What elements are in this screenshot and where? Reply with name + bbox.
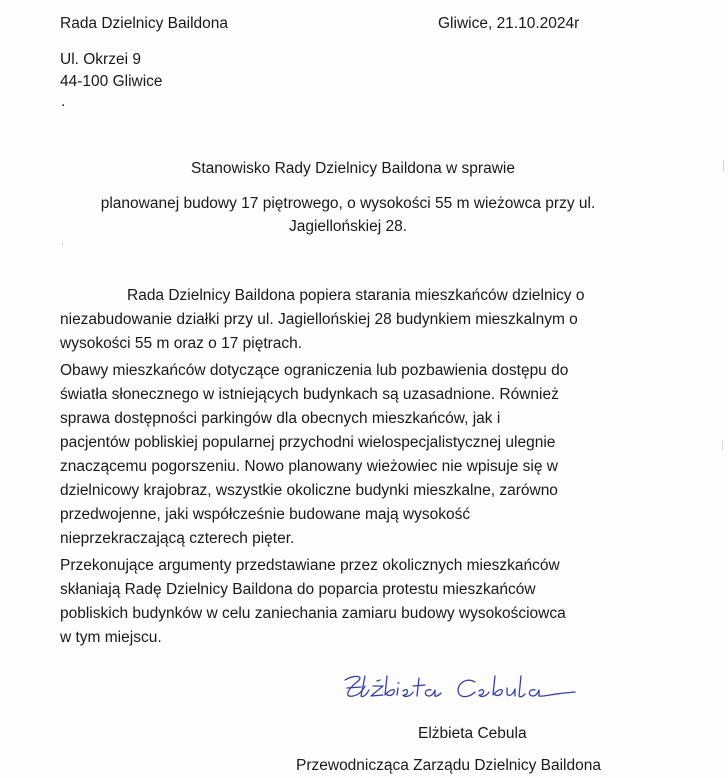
scan-edge-mark — [722, 440, 723, 450]
paragraph-line: sprawa dostępności parkingów dla obecnych mieszkańców, jak i — [60, 410, 501, 427]
paragraph-line: przedwojenne, jaki współcześnie budowane mają wysokość — [60, 506, 471, 523]
paragraph-line: światła słonecznego w istniejących budynkach są uzasadnione. Również — [60, 386, 559, 403]
paragraph-line: niezabudowanie działki przy ul. Jagiellońskiej 28 budynkiem mieszkalnym o — [60, 311, 578, 328]
signatory-role: Przewodnicząca Zarządu Dzielnicy Baildona — [296, 757, 601, 774]
document-title-line-1: Stanowisko Rady Dzielnicy Baildona w sprawie — [191, 160, 515, 177]
paragraph-line: wysokości 55 m oraz o 17 piętrach. — [60, 335, 303, 352]
paragraph-line: pacjentów pobliskiej popularnej przychodni wielospecjalistycznej ulegnie — [60, 434, 556, 451]
document-title-line-3: Jagiellońskiej 28. — [288, 218, 408, 235]
paragraph-line: pobliskich budynków w celu zaniechania zamiaru budowy wysokościowca — [60, 605, 566, 622]
sender-street: Ul. Okrzei 9 — [60, 51, 141, 68]
paragraph-line: Rada Dzielnicy Baildona popiera starania mieszkańców dzielnicy o — [127, 287, 585, 304]
body-paragraph-3 — [60, 555, 650, 651]
paragraph-line: dzielnicowy krajobraz, wszystkie okoliczne budynki mieszkalne, zarówno — [60, 482, 558, 499]
sender-name: Rada Dzielnicy Baildona — [60, 15, 229, 32]
paragraph-line: skłaniają Radę Dzielnicy Baildona do poparcia protestu mieszkańców — [60, 581, 536, 598]
paragraph-line: znaczącemu pogorszeniu. Nowo planowany wieżowiec nie wpisuje się w — [60, 458, 558, 475]
paragraph-line: w tym miejscu. — [60, 629, 162, 646]
body-paragraph-2 — [60, 360, 650, 552]
body-paragraph-1 — [60, 285, 650, 357]
scan-dust-mark — [62, 243, 63, 246]
paragraph-line: Obawy mieszkańców dotyczące ograniczenia lub pozbawienia dostępu do — [60, 362, 569, 379]
place-and-date: Gliwice, 21.10.2024r — [438, 15, 580, 32]
document-title-line-2: planowanej budowy 17 piętrowego, o wysokości 55 m wieżowca przy ul. — [100, 195, 596, 212]
sender-postal-code: 44-100 Gliwice — [60, 73, 163, 90]
paragraph-line: Przekonujące argumenty przedstawiane przez okolicznych mieszkańców — [60, 557, 560, 574]
scan-edge-mark — [723, 160, 724, 172]
handwritten-signature — [335, 668, 585, 708]
paragraph-line: nieprzekraczającą czterech pięter. — [60, 530, 295, 547]
signatory-name: Elżbieta Cebula — [418, 725, 527, 742]
stray-dot: . — [61, 93, 66, 110]
